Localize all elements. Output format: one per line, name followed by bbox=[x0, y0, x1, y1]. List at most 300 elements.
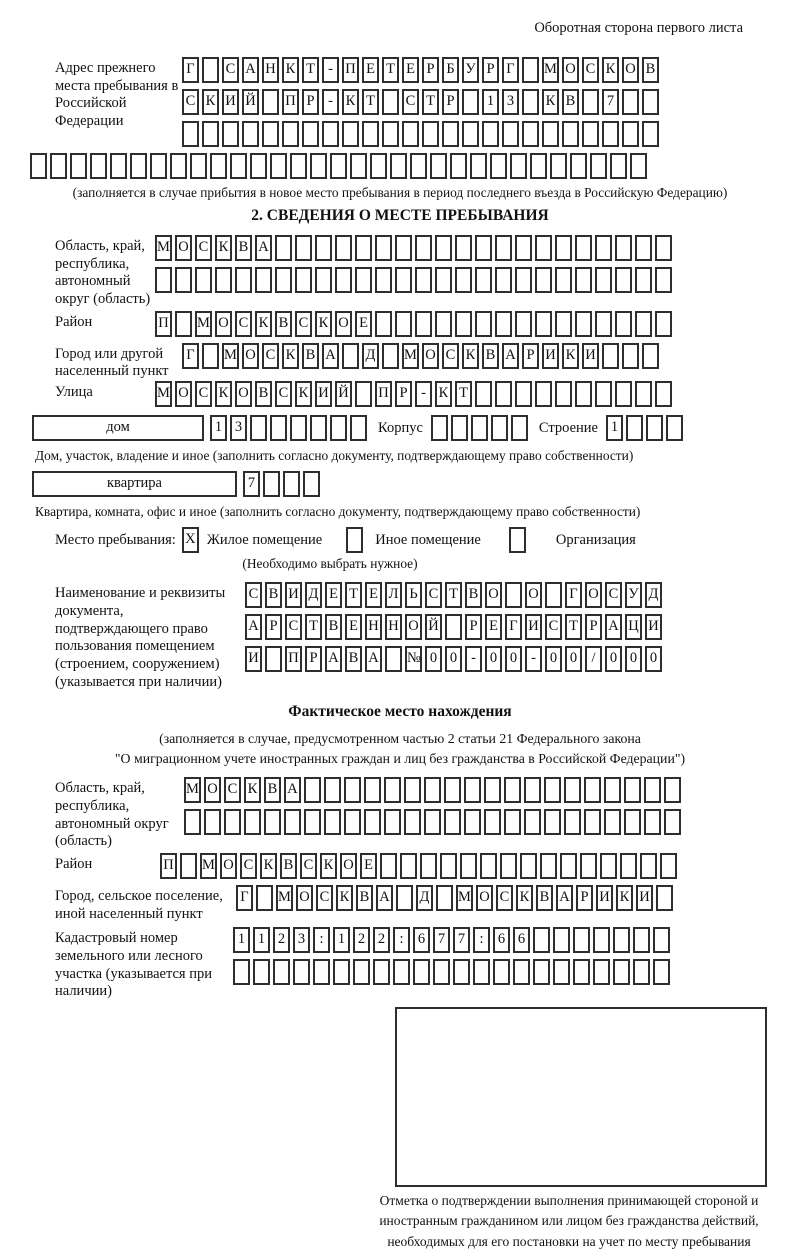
form-cell[interactable] bbox=[284, 809, 301, 835]
form-cell[interactable]: К bbox=[202, 89, 219, 115]
form-cell[interactable]: К bbox=[562, 343, 579, 369]
form-cell[interactable]: К bbox=[516, 885, 533, 911]
form-cell[interactable] bbox=[462, 121, 479, 147]
form-cell[interactable] bbox=[535, 235, 552, 261]
form-cell[interactable] bbox=[430, 153, 447, 179]
checkbox-org[interactable] bbox=[509, 527, 526, 553]
form-cell[interactable] bbox=[495, 267, 512, 293]
form-cell[interactable] bbox=[415, 235, 432, 261]
form-cell[interactable]: С bbox=[195, 235, 212, 261]
form-cell[interactable] bbox=[615, 235, 632, 261]
form-cell[interactable]: 0 bbox=[425, 646, 442, 672]
form-cell[interactable] bbox=[295, 267, 312, 293]
form-cell[interactable] bbox=[655, 311, 672, 337]
form-cell[interactable]: В bbox=[265, 582, 282, 608]
form-cell[interactable]: Н bbox=[262, 57, 279, 83]
form-cell[interactable] bbox=[624, 809, 641, 835]
form-cell[interactable] bbox=[265, 646, 282, 672]
form-cell[interactable]: Г bbox=[182, 57, 199, 83]
form-cell[interactable] bbox=[375, 235, 392, 261]
form-cell[interactable]: М bbox=[222, 343, 239, 369]
form-cell[interactable] bbox=[584, 777, 601, 803]
form-cell[interactable] bbox=[50, 153, 67, 179]
form-cell[interactable] bbox=[395, 235, 412, 261]
form-cell[interactable]: К bbox=[295, 381, 312, 407]
form-cell[interactable] bbox=[355, 267, 372, 293]
form-cell[interactable]: С bbox=[496, 885, 513, 911]
form-cell[interactable]: И bbox=[525, 614, 542, 640]
form-cell[interactable]: К bbox=[542, 89, 559, 115]
form-cell[interactable] bbox=[666, 415, 683, 441]
form-cell[interactable] bbox=[540, 853, 557, 879]
form-cell[interactable] bbox=[444, 809, 461, 835]
form-cell[interactable] bbox=[635, 267, 652, 293]
form-cell[interactable] bbox=[435, 235, 452, 261]
form-cell[interactable]: С bbox=[240, 853, 257, 879]
form-cell[interactable] bbox=[313, 959, 330, 985]
form-cell[interactable] bbox=[244, 809, 261, 835]
form-cell[interactable]: С bbox=[545, 614, 562, 640]
form-cell[interactable] bbox=[622, 121, 639, 147]
form-cell[interactable]: 7 bbox=[243, 471, 260, 497]
form-cell[interactable] bbox=[250, 415, 267, 441]
form-cell[interactable] bbox=[333, 959, 350, 985]
form-cell[interactable] bbox=[635, 381, 652, 407]
form-cell[interactable]: С bbox=[425, 582, 442, 608]
form-cell[interactable] bbox=[290, 415, 307, 441]
form-cell[interactable] bbox=[555, 311, 572, 337]
form-cell[interactable] bbox=[455, 311, 472, 337]
form-cell[interactable]: А bbox=[242, 57, 259, 83]
form-cell[interactable]: К bbox=[342, 89, 359, 115]
form-cell[interactable] bbox=[450, 153, 467, 179]
form-cell[interactable]: У bbox=[462, 57, 479, 83]
form-cell[interactable] bbox=[235, 267, 252, 293]
form-cell[interactable] bbox=[436, 885, 453, 911]
form-cell[interactable] bbox=[344, 809, 361, 835]
form-cell[interactable]: Т bbox=[345, 582, 362, 608]
form-cell[interactable] bbox=[204, 809, 221, 835]
form-cell[interactable]: С bbox=[295, 311, 312, 337]
form-cell[interactable]: А bbox=[365, 646, 382, 672]
form-cell[interactable]: Т bbox=[455, 381, 472, 407]
form-cell[interactable] bbox=[644, 809, 661, 835]
form-cell[interactable] bbox=[475, 235, 492, 261]
form-cell[interactable] bbox=[655, 267, 672, 293]
form-cell[interactable] bbox=[315, 267, 332, 293]
form-cell[interactable] bbox=[384, 809, 401, 835]
form-cell[interactable]: Б bbox=[442, 57, 459, 83]
form-cell[interactable] bbox=[195, 267, 212, 293]
form-cell[interactable]: М bbox=[542, 57, 559, 83]
form-cell[interactable]: Т bbox=[382, 57, 399, 83]
form-cell[interactable]: 3 bbox=[230, 415, 247, 441]
form-cell[interactable]: Л bbox=[385, 582, 402, 608]
form-cell[interactable]: К bbox=[435, 381, 452, 407]
form-cell[interactable]: К bbox=[616, 885, 633, 911]
form-cell[interactable] bbox=[502, 121, 519, 147]
form-cell[interactable] bbox=[382, 343, 399, 369]
form-cell[interactable]: М bbox=[195, 311, 212, 337]
form-cell[interactable]: Е bbox=[402, 57, 419, 83]
form-cell[interactable] bbox=[350, 153, 367, 179]
form-cell[interactable]: С bbox=[605, 582, 622, 608]
form-cell[interactable] bbox=[555, 381, 572, 407]
form-cell[interactable]: В bbox=[482, 343, 499, 369]
form-cell[interactable] bbox=[375, 267, 392, 293]
form-cell[interactable] bbox=[593, 959, 610, 985]
form-cell[interactable] bbox=[564, 809, 581, 835]
form-cell[interactable] bbox=[255, 267, 272, 293]
form-cell[interactable]: М bbox=[456, 885, 473, 911]
form-cell[interactable] bbox=[420, 853, 437, 879]
form-cell[interactable]: 0 bbox=[445, 646, 462, 672]
form-cell[interactable] bbox=[375, 311, 392, 337]
form-cell[interactable] bbox=[633, 959, 650, 985]
form-cell[interactable]: П bbox=[285, 646, 302, 672]
form-cell[interactable] bbox=[324, 809, 341, 835]
form-cell[interactable] bbox=[490, 153, 507, 179]
form-cell[interactable]: : bbox=[473, 927, 490, 953]
form-cell[interactable]: О bbox=[220, 853, 237, 879]
form-cell[interactable] bbox=[275, 267, 292, 293]
form-cell[interactable] bbox=[424, 777, 441, 803]
form-cell[interactable] bbox=[553, 927, 570, 953]
form-cell[interactable] bbox=[615, 381, 632, 407]
form-cell[interactable] bbox=[495, 381, 512, 407]
form-cell[interactable]: К bbox=[215, 381, 232, 407]
form-cell[interactable] bbox=[520, 853, 537, 879]
form-cell[interactable] bbox=[580, 853, 597, 879]
form-cell[interactable]: В bbox=[275, 311, 292, 337]
form-cell[interactable] bbox=[653, 927, 670, 953]
form-cell[interactable] bbox=[402, 121, 419, 147]
form-cell[interactable]: А bbox=[322, 343, 339, 369]
form-cell[interactable]: И bbox=[285, 582, 302, 608]
form-cell[interactable]: П bbox=[155, 311, 172, 337]
form-cell[interactable] bbox=[573, 927, 590, 953]
form-cell[interactable] bbox=[222, 121, 239, 147]
form-cell[interactable]: П bbox=[160, 853, 177, 879]
form-cell[interactable] bbox=[626, 415, 643, 441]
form-cell[interactable]: 7 bbox=[453, 927, 470, 953]
form-cell[interactable] bbox=[382, 121, 399, 147]
form-cell[interactable]: В bbox=[235, 235, 252, 261]
form-cell[interactable] bbox=[615, 267, 632, 293]
form-cell[interactable] bbox=[230, 153, 247, 179]
form-cell[interactable] bbox=[533, 927, 550, 953]
form-cell[interactable]: 2 bbox=[373, 927, 390, 953]
form-cell[interactable]: К bbox=[255, 311, 272, 337]
form-cell[interactable] bbox=[435, 311, 452, 337]
form-cell[interactable]: Т bbox=[422, 89, 439, 115]
form-cell[interactable] bbox=[150, 153, 167, 179]
form-cell[interactable] bbox=[573, 959, 590, 985]
form-cell[interactable]: С bbox=[182, 89, 199, 115]
form-cell[interactable] bbox=[264, 809, 281, 835]
form-cell[interactable] bbox=[404, 777, 421, 803]
form-cell[interactable] bbox=[202, 343, 219, 369]
form-cell[interactable] bbox=[262, 121, 279, 147]
form-cell[interactable]: Й bbox=[335, 381, 352, 407]
form-cell[interactable]: К bbox=[602, 57, 619, 83]
form-cell[interactable] bbox=[584, 809, 601, 835]
form-cell[interactable]: 1 bbox=[606, 415, 623, 441]
form-cell[interactable]: О bbox=[235, 381, 252, 407]
form-cell[interactable]: С bbox=[245, 582, 262, 608]
form-cell[interactable]: К bbox=[260, 853, 277, 879]
form-cell[interactable] bbox=[544, 809, 561, 835]
form-cell[interactable]: 0 bbox=[565, 646, 582, 672]
form-cell[interactable] bbox=[560, 853, 577, 879]
form-cell[interactable]: 6 bbox=[493, 927, 510, 953]
form-cell[interactable]: О bbox=[242, 343, 259, 369]
form-cell[interactable] bbox=[624, 777, 641, 803]
form-cell[interactable] bbox=[473, 959, 490, 985]
form-cell[interactable]: Е bbox=[362, 57, 379, 83]
form-cell[interactable] bbox=[570, 153, 587, 179]
form-cell[interactable] bbox=[395, 267, 412, 293]
form-cell[interactable]: Ц bbox=[625, 614, 642, 640]
form-cell[interactable]: - bbox=[322, 89, 339, 115]
form-cell[interactable]: К bbox=[320, 853, 337, 879]
form-cell[interactable] bbox=[642, 121, 659, 147]
form-cell[interactable] bbox=[642, 89, 659, 115]
form-cell[interactable] bbox=[664, 809, 681, 835]
form-cell[interactable]: Е bbox=[360, 853, 377, 879]
form-cell[interactable] bbox=[404, 809, 421, 835]
form-cell[interactable] bbox=[542, 121, 559, 147]
form-cell[interactable]: Т bbox=[305, 614, 322, 640]
form-cell[interactable] bbox=[462, 89, 479, 115]
form-cell[interactable] bbox=[415, 267, 432, 293]
form-cell[interactable] bbox=[215, 267, 232, 293]
form-cell[interactable] bbox=[590, 153, 607, 179]
form-cell[interactable] bbox=[500, 853, 517, 879]
form-cell[interactable]: П bbox=[282, 89, 299, 115]
form-cell[interactable]: Е bbox=[485, 614, 502, 640]
form-cell[interactable] bbox=[253, 959, 270, 985]
form-cell[interactable]: Е bbox=[345, 614, 362, 640]
form-cell[interactable]: А bbox=[284, 777, 301, 803]
form-cell[interactable] bbox=[283, 471, 300, 497]
form-cell[interactable]: С bbox=[235, 311, 252, 337]
form-cell[interactable] bbox=[395, 311, 412, 337]
form-cell[interactable] bbox=[233, 959, 250, 985]
form-cell[interactable] bbox=[511, 415, 528, 441]
checkbox-inoe[interactable] bbox=[346, 527, 363, 553]
form-cell[interactable]: Т bbox=[565, 614, 582, 640]
form-cell[interactable] bbox=[445, 614, 462, 640]
form-cell[interactable] bbox=[475, 267, 492, 293]
checkbox-zhiloe[interactable]: X bbox=[182, 527, 199, 553]
form-cell[interactable]: Р bbox=[422, 57, 439, 83]
form-cell[interactable] bbox=[495, 311, 512, 337]
form-cell[interactable] bbox=[202, 57, 219, 83]
form-cell[interactable] bbox=[533, 959, 550, 985]
form-cell[interactable] bbox=[564, 777, 581, 803]
form-cell[interactable]: 2 bbox=[353, 927, 370, 953]
form-cell[interactable]: К bbox=[336, 885, 353, 911]
form-cell[interactable] bbox=[315, 235, 332, 261]
form-cell[interactable]: К bbox=[282, 57, 299, 83]
form-cell[interactable] bbox=[475, 311, 492, 337]
form-cell[interactable] bbox=[484, 777, 501, 803]
form-cell[interactable]: С bbox=[402, 89, 419, 115]
form-cell[interactable] bbox=[515, 381, 532, 407]
form-cell[interactable]: Р bbox=[305, 646, 322, 672]
form-cell[interactable] bbox=[453, 959, 470, 985]
form-cell[interactable] bbox=[170, 153, 187, 179]
form-cell[interactable] bbox=[282, 121, 299, 147]
form-cell[interactable] bbox=[613, 927, 630, 953]
form-cell[interactable]: Й bbox=[242, 89, 259, 115]
form-cell[interactable] bbox=[70, 153, 87, 179]
form-cell[interactable] bbox=[604, 809, 621, 835]
form-cell[interactable]: В bbox=[465, 582, 482, 608]
form-cell[interactable] bbox=[310, 415, 327, 441]
form-cell[interactable]: В bbox=[562, 89, 579, 115]
form-cell[interactable]: Й bbox=[425, 614, 442, 640]
form-cell[interactable] bbox=[396, 885, 413, 911]
form-cell[interactable]: О bbox=[405, 614, 422, 640]
form-cell[interactable] bbox=[202, 121, 219, 147]
form-cell[interactable] bbox=[595, 311, 612, 337]
form-cell[interactable] bbox=[335, 235, 352, 261]
form-cell[interactable] bbox=[602, 121, 619, 147]
form-cell[interactable]: У bbox=[625, 582, 642, 608]
form-cell[interactable] bbox=[342, 121, 359, 147]
form-cell[interactable] bbox=[535, 381, 552, 407]
form-cell[interactable] bbox=[224, 809, 241, 835]
form-cell[interactable] bbox=[180, 853, 197, 879]
form-cell[interactable] bbox=[484, 809, 501, 835]
form-cell[interactable] bbox=[664, 777, 681, 803]
form-cell[interactable] bbox=[290, 153, 307, 179]
form-cell[interactable]: О bbox=[296, 885, 313, 911]
form-cell[interactable] bbox=[615, 311, 632, 337]
form-cell[interactable]: П bbox=[375, 381, 392, 407]
form-cell[interactable]: В bbox=[280, 853, 297, 879]
form-cell[interactable]: И bbox=[596, 885, 613, 911]
form-cell[interactable] bbox=[622, 89, 639, 115]
form-cell[interactable] bbox=[304, 809, 321, 835]
form-cell[interactable]: Г bbox=[502, 57, 519, 83]
form-cell[interactable] bbox=[562, 121, 579, 147]
form-cell[interactable]: Н bbox=[385, 614, 402, 640]
form-cell[interactable] bbox=[364, 809, 381, 835]
form-cell[interactable]: Н bbox=[365, 614, 382, 640]
form-cell[interactable] bbox=[390, 153, 407, 179]
form-cell[interactable]: Е bbox=[365, 582, 382, 608]
form-cell[interactable]: 1 bbox=[482, 89, 499, 115]
form-cell[interactable] bbox=[653, 959, 670, 985]
form-cell[interactable] bbox=[575, 311, 592, 337]
form-cell[interactable] bbox=[424, 809, 441, 835]
form-cell[interactable] bbox=[604, 777, 621, 803]
form-cell[interactable]: С bbox=[442, 343, 459, 369]
form-cell[interactable] bbox=[330, 153, 347, 179]
form-cell[interactable]: О bbox=[215, 311, 232, 337]
form-cell[interactable] bbox=[335, 267, 352, 293]
form-cell[interactable] bbox=[555, 267, 572, 293]
form-cell[interactable]: И bbox=[245, 646, 262, 672]
form-cell[interactable] bbox=[344, 777, 361, 803]
form-cell[interactable]: Т bbox=[445, 582, 462, 608]
form-cell[interactable]: Т bbox=[302, 57, 319, 83]
form-cell[interactable]: Д bbox=[416, 885, 433, 911]
form-cell[interactable]: О bbox=[340, 853, 357, 879]
form-cell[interactable]: Р bbox=[302, 89, 319, 115]
form-cell[interactable] bbox=[415, 311, 432, 337]
form-cell[interactable]: О bbox=[204, 777, 221, 803]
form-cell[interactable] bbox=[355, 235, 372, 261]
form-cell[interactable] bbox=[656, 885, 673, 911]
form-cell[interactable]: 7 bbox=[433, 927, 450, 953]
form-cell[interactable] bbox=[355, 381, 372, 407]
form-cell[interactable]: / bbox=[585, 646, 602, 672]
form-cell[interactable]: В bbox=[255, 381, 272, 407]
form-cell[interactable]: 0 bbox=[545, 646, 562, 672]
form-cell[interactable] bbox=[655, 235, 672, 261]
form-cell[interactable] bbox=[644, 777, 661, 803]
form-cell[interactable] bbox=[660, 853, 677, 879]
form-cell[interactable] bbox=[635, 235, 652, 261]
form-cell[interactable] bbox=[364, 777, 381, 803]
form-cell[interactable] bbox=[550, 153, 567, 179]
form-cell[interactable]: 0 bbox=[485, 646, 502, 672]
form-cell[interactable]: 2 bbox=[273, 927, 290, 953]
form-cell[interactable] bbox=[522, 89, 539, 115]
form-cell[interactable]: Г bbox=[182, 343, 199, 369]
form-cell[interactable] bbox=[582, 121, 599, 147]
form-cell[interactable]: А bbox=[325, 646, 342, 672]
form-cell[interactable] bbox=[263, 471, 280, 497]
form-cell[interactable] bbox=[384, 777, 401, 803]
form-cell[interactable]: А bbox=[376, 885, 393, 911]
form-cell[interactable]: М bbox=[155, 235, 172, 261]
form-cell[interactable]: В bbox=[325, 614, 342, 640]
form-cell[interactable] bbox=[442, 121, 459, 147]
form-cell[interactable] bbox=[642, 343, 659, 369]
form-cell[interactable]: Е bbox=[355, 311, 372, 337]
form-cell[interactable]: Г bbox=[236, 885, 253, 911]
form-cell[interactable] bbox=[444, 777, 461, 803]
form-cell[interactable]: М bbox=[402, 343, 419, 369]
form-cell[interactable] bbox=[393, 959, 410, 985]
form-cell[interactable]: Р bbox=[442, 89, 459, 115]
form-cell[interactable] bbox=[530, 153, 547, 179]
form-cell[interactable] bbox=[273, 959, 290, 985]
form-cell[interactable] bbox=[350, 415, 367, 441]
form-cell[interactable]: И bbox=[542, 343, 559, 369]
form-cell[interactable] bbox=[385, 646, 402, 672]
form-cell[interactable]: О bbox=[622, 57, 639, 83]
form-cell[interactable] bbox=[175, 311, 192, 337]
form-cell[interactable] bbox=[522, 57, 539, 83]
form-cell[interactable] bbox=[493, 959, 510, 985]
form-cell[interactable] bbox=[440, 853, 457, 879]
form-cell[interactable] bbox=[304, 777, 321, 803]
form-cell[interactable] bbox=[90, 153, 107, 179]
form-cell[interactable]: 0 bbox=[605, 646, 622, 672]
form-cell[interactable]: В bbox=[356, 885, 373, 911]
form-cell[interactable] bbox=[431, 415, 448, 441]
form-cell[interactable] bbox=[575, 381, 592, 407]
form-cell[interactable]: 3 bbox=[293, 927, 310, 953]
form-cell[interactable] bbox=[504, 809, 521, 835]
form-cell[interactable] bbox=[455, 267, 472, 293]
